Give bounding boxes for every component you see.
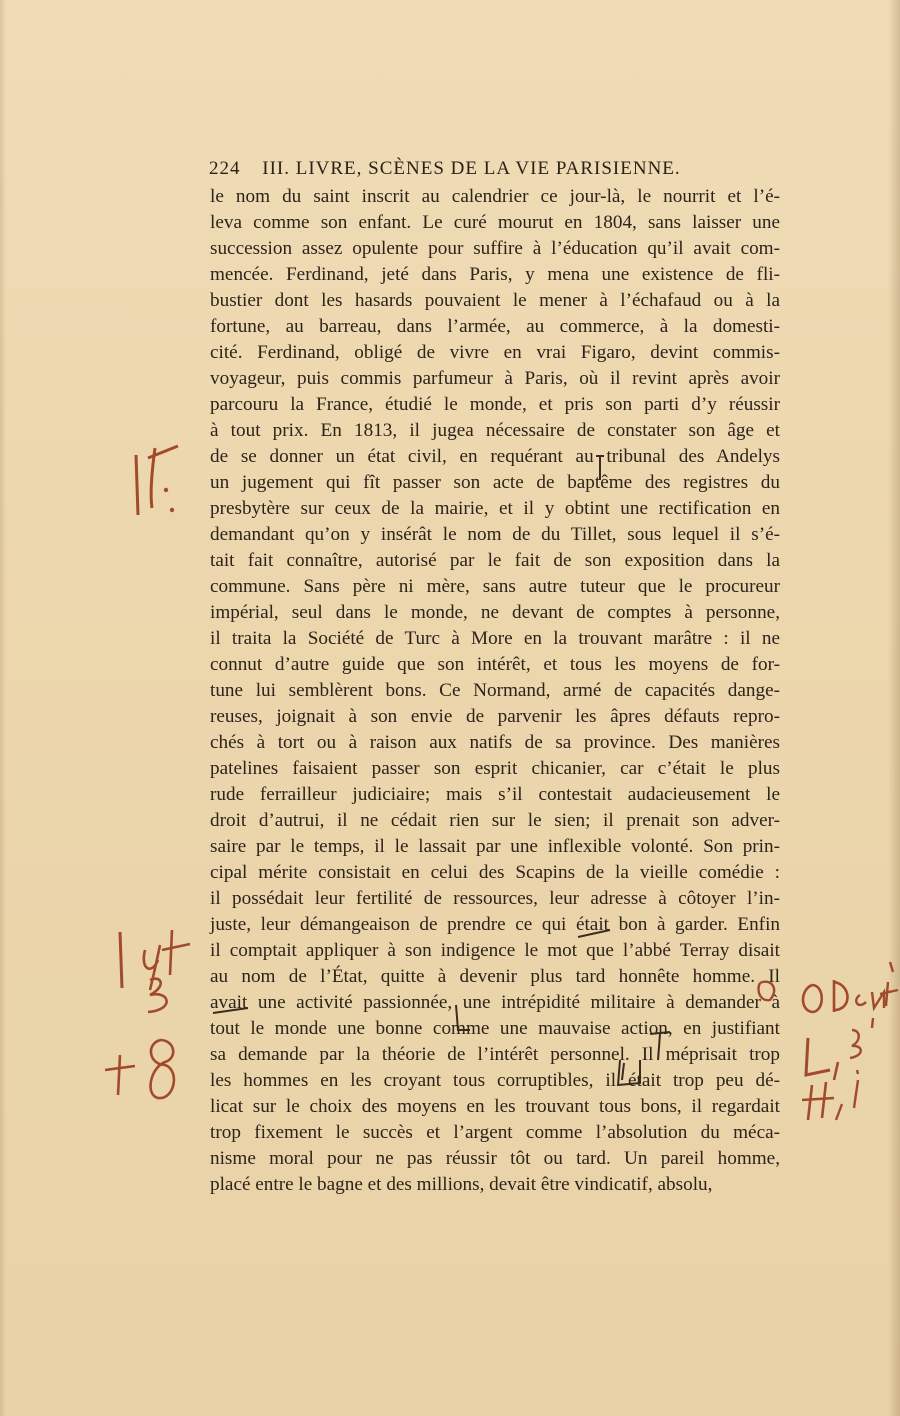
text-line: demandant qu’on y insérât le nom de du Tillet, sous lequel il s’é-: [210, 524, 780, 545]
text-line: sa demande par la théorie de l’intérêt personnel. Il méprisait trop: [210, 1044, 780, 1065]
text-line: il possédait leur fertilité de ressources, leur adresse à côtoyer l’in-: [210, 888, 780, 909]
text-line: leva comme son enfant. Le curé mourut en 1804, sans laisser une: [210, 212, 780, 233]
text-line: saire par le temps, il le lassait par une inflexible volonté. Son prin-: [210, 836, 780, 857]
page-edge-right: [888, 0, 900, 1416]
text-line: succession assez opulente pour suffire à l’éducation qu’il avait com-: [210, 238, 780, 259]
text-line: commune. Sans père ni mère, sans autre tuteur que le procureur: [210, 576, 780, 597]
text-line: patelines faisaient passer son esprit chicanier, car c’était le plus: [210, 758, 780, 779]
text-line: trop fixement le succès et l’argent comme l’absolution du méca-: [210, 1122, 780, 1143]
running-header: [209, 158, 779, 180]
text-line: tait fait connaître, autorisé par le fait de son exposition dans la: [210, 550, 780, 571]
text-line: nisme moral pour ne pas réussir tôt ou tard. Un pareil homme,: [210, 1148, 780, 1169]
text-line: avait une activité passionnée, une intrépidité militaire à demander à: [210, 992, 780, 1013]
text-line: au nom de l’État, quitte à devenir plus tard honnête homme. Il: [210, 966, 780, 987]
text-line: tout le monde une bonne comme une mauvaise action, en justifiant: [210, 1018, 780, 1039]
text-line: mencée. Ferdinand, jeté dans Paris, y mena une existence de fli-: [210, 264, 780, 285]
text-line: droit d’autrui, il ne cédait rien sur le sien; il prenait son adver-: [210, 810, 780, 831]
text-line: de se donner un état civil, en requérant au tribunal des Andelys: [210, 446, 780, 467]
text-line: tune lui semblèrent bons. Ce Normand, armé de capacités dange-: [210, 680, 780, 701]
text-line: cité. Ferdinand, obligé de vivre en vrai Figaro, devint commis-: [210, 342, 780, 363]
text-line: à tout prix. En 1813, il jugea nécessaire de constater son âge et: [210, 420, 780, 441]
text-line: connut d’autre guide que son intérêt, et tous les moyens de for-: [210, 654, 780, 675]
text-line: placé entre le bagne et des millions, devait être vindicatif, absolu,: [210, 1174, 713, 1195]
text-line: il comptait appliquer à son indigence le mot que l’abbé Terray disait: [210, 940, 780, 961]
text-line: un jugement qui fît passer son acte de baptême des registres du: [210, 472, 780, 493]
text-line: il traita la Société de Turc à More en la trouvant marâtre : il ne: [210, 628, 780, 649]
text-line: les hommes en les croyant tous corruptibles, il était trop peu dé-: [210, 1070, 780, 1091]
text-line: bustier dont les hasards pouvaient le mener à l’échafaud ou à la: [210, 290, 780, 311]
text-line: fortune, au barreau, dans l’armée, au commerce, à la domesti-: [210, 316, 780, 337]
text-line: licat sur le choix des moyens en les trouvant tous bons, il regardait: [210, 1096, 780, 1117]
text-line: voyageur, puis commis parfumeur à Paris, où il revint après avoir: [210, 368, 780, 389]
text-line: cipal mérite consistait en celui des Scapins de la vieille comédie :: [210, 862, 780, 883]
text-line: juste, leur démangeaison de prendre ce qui était bon à garder. Enfin: [210, 914, 780, 935]
text-line: le nom du saint inscrit au calendrier ce jour-là, le nourrit et l’é-: [210, 186, 780, 207]
text-line: impérial, seul dans le monde, ne devant de comptes à personne,: [210, 602, 780, 623]
text-line: rude ferrailleur judiciaire; mais s’il contestait audacieusement le: [210, 784, 780, 805]
text-line: reuses, joignait à son envie de parvenir les âpres défauts repro-: [210, 706, 780, 727]
text-line: chés à tort ou à raison aux natifs de sa province. Des manières: [210, 732, 780, 753]
page-shadow-left: [0, 0, 6, 1416]
page-number: 224: [209, 158, 241, 179]
text-line: presbytère sur ceux de la mairie, et il y obtint une rectification en: [210, 498, 780, 519]
running-head-title: III. LIVRE, SCÈNES DE LA VIE PARISIENNE.: [262, 158, 681, 179]
text-line: parcouru la France, étudié le monde, et pris son parti d’y réussir: [210, 394, 780, 415]
body-text: [210, 184, 780, 1198]
